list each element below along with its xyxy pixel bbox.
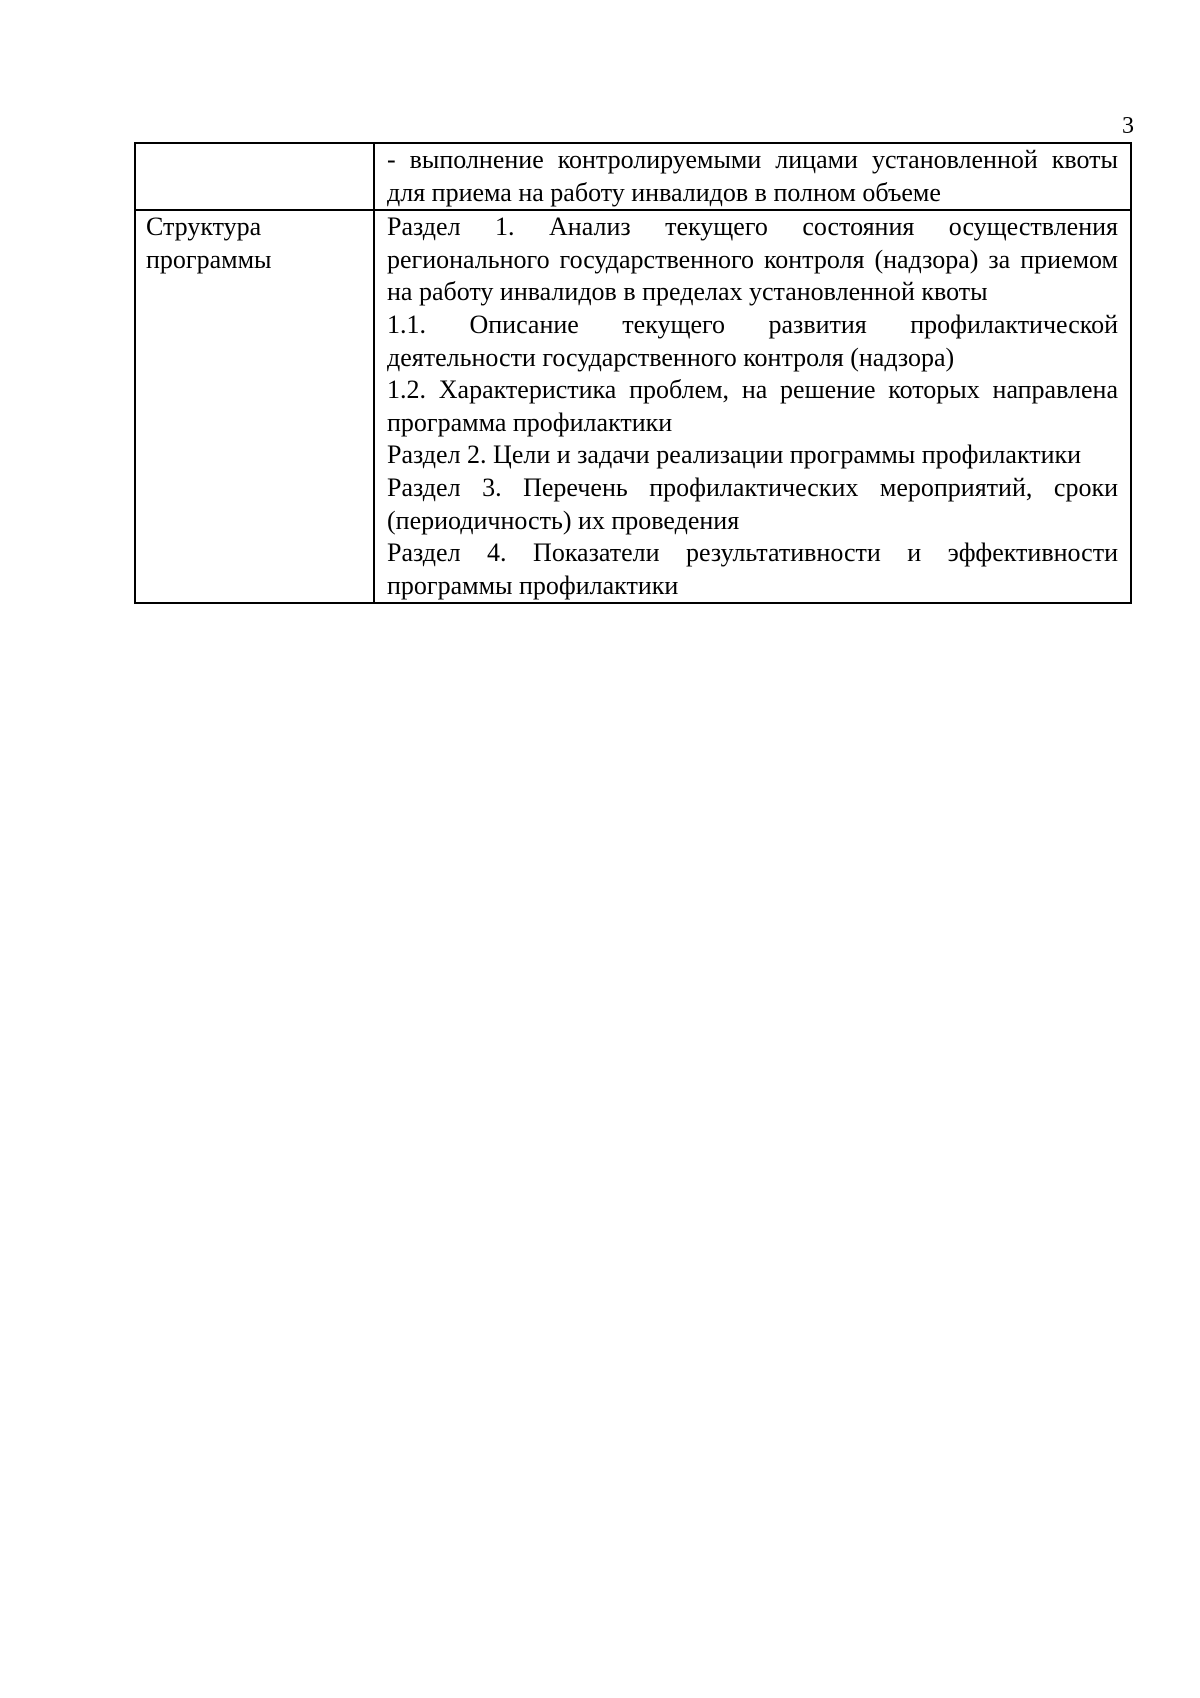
structure-subsection-1-2: 1.2. Характеристика проблем, на решение которых направлена программа профилактики (387, 375, 1118, 437)
table-row (135, 143, 1131, 210)
structure-section-3: Раздел 3. Перечень профилактических мероприятий, сроки (периодичность) их проведения (387, 472, 1118, 535)
row-content-cell (374, 143, 1131, 210)
structure-section-2: Раздел 2. Цели и задачи реализации программы профилактики (387, 440, 1082, 470)
row-content-cell (374, 210, 1131, 603)
row-label-cell (135, 210, 374, 603)
table-row (135, 210, 1131, 603)
structure-section-1: Раздел 1. Анализ текущего состояния осуществления регионального государственного контроля (надзора) за приемом на работу инвалидов в пределах установленной квоты (387, 212, 1118, 307)
row-label-cell (135, 143, 374, 210)
structure-section-4: Раздел 4. Показатели результативности и эффективности программы профилактики (387, 538, 1118, 600)
program-passport-table (134, 142, 1132, 604)
page-number: 3 (1122, 113, 1134, 139)
row-label: Структура программы (146, 212, 272, 274)
goal-item: - выполнение контролируемыми лицами установленной квоты для приема на работу инвалидов в полном объеме (387, 145, 1118, 207)
structure-subsection-1-1: 1.1. Описание текущего развития профилактической деятельности государственного контроля (надзора) (387, 309, 1118, 372)
